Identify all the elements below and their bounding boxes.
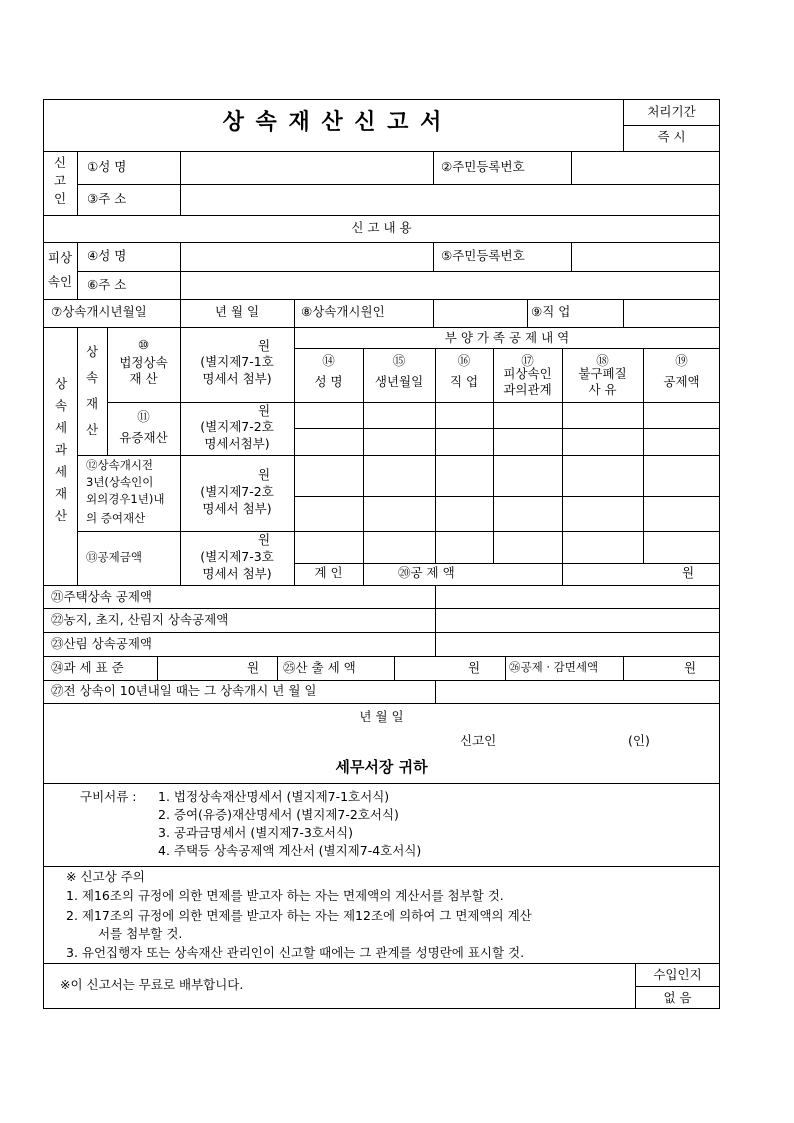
notes-item: 2. 제17조의 규정에 의한 면제를 받고자 하는 자는 제12조에 의하여 그 면제액의 계산 xyxy=(66,908,532,923)
attachment-item: 2. 증여(유증)재산명세서 (별지제7-2호서식) xyxy=(158,807,399,822)
dependents-cell[interactable] xyxy=(563,403,643,428)
tax-basis-outer-label-char: 속 xyxy=(54,398,68,413)
vline xyxy=(363,563,364,585)
deceased-group-label-char: 속인 xyxy=(47,274,73,289)
notes-item: 서를 첨부할 것. xyxy=(98,926,183,941)
dependents-cell[interactable] xyxy=(644,497,720,531)
won-unit: 원 xyxy=(682,565,695,580)
cause-field[interactable] xyxy=(434,300,526,326)
prior-gift-label: 외의경우1년)내 xyxy=(86,492,165,506)
dependents-cell[interactable] xyxy=(563,532,643,563)
dependents-deduction-label: ⑳공 제 액 xyxy=(398,565,455,580)
seal-mark: (인) xyxy=(628,733,650,748)
revenue-stamp-value: 없 음 xyxy=(663,990,692,1005)
revenue-stamp-label: 수입인지 xyxy=(653,967,702,982)
dependents-col-num: ⑲ xyxy=(675,353,688,368)
attachment-item: 3. 공과금명세서 (별지제7-3호서식) xyxy=(158,825,353,840)
dependents-cell[interactable] xyxy=(436,532,493,563)
farmland-deduction-field[interactable] xyxy=(436,609,719,631)
farmland-deduction-label: ㉒농지, 초지, 산림지 상속공제액 xyxy=(51,612,229,627)
dependents-cell[interactable] xyxy=(295,532,363,563)
vline xyxy=(77,151,78,215)
dependents-col-header: 피상속인 xyxy=(503,366,552,381)
dependents-cell[interactable] xyxy=(364,456,435,496)
processing-divider xyxy=(623,125,720,126)
dependents-cell[interactable] xyxy=(494,456,562,496)
dependents-cell[interactable] xyxy=(295,429,363,455)
hline xyxy=(43,703,720,704)
hline xyxy=(43,327,720,328)
deduction-reduction-label: ㉖공제 · 감면세액 xyxy=(509,660,599,674)
dependents-total-label: 계 인 xyxy=(314,565,343,580)
won-unit: 원 xyxy=(258,532,271,547)
hline xyxy=(43,866,720,867)
vline xyxy=(433,242,434,271)
notes-item: 3. 유언집행자 또는 상속재산 관리인이 신고할 때에는 그 관계를 성명란에 표시할 것. xyxy=(66,945,525,960)
legal-estate-label: 법정상속 xyxy=(119,355,168,370)
processing-period-value: 즉 시 xyxy=(657,129,686,144)
vline xyxy=(277,656,278,680)
dependents-cell[interactable] xyxy=(295,497,363,531)
tax-base-label: ㉔과 세 표 준 xyxy=(51,660,124,675)
prior-gift-label: 의 증여재산 xyxy=(86,511,146,525)
free-distribution-notice: ※이 신고서는 무료로 배부합니다. xyxy=(60,977,244,992)
hline xyxy=(43,299,720,300)
deduction-reduction-field[interactable] xyxy=(624,657,719,679)
attach-note: 명세서 첨부) xyxy=(202,501,272,516)
dependents-cell[interactable] xyxy=(295,403,363,428)
dependents-row-line xyxy=(294,563,720,564)
bequest-num: ⑪ xyxy=(137,409,150,424)
occupation-label: ⑨직 업 xyxy=(531,304,571,319)
prior-inheritance-label: ㉗전 상속이 10년내일 때는 그 상속개시 년 월 일 xyxy=(51,683,317,698)
applicant-id-label: ②주민등록번호 xyxy=(441,159,525,174)
dependents-cell[interactable] xyxy=(563,456,643,496)
vline xyxy=(505,656,506,680)
occupation-field[interactable] xyxy=(624,300,719,326)
tax-base-field[interactable] xyxy=(158,657,276,679)
hline xyxy=(43,783,720,784)
dependents-cell[interactable] xyxy=(364,532,435,563)
hline xyxy=(43,656,720,657)
tax-basis-outer-label-char: 재 xyxy=(54,486,68,501)
dependents-cell[interactable] xyxy=(364,429,435,455)
dependents-cell[interactable] xyxy=(494,532,562,563)
won-unit: 원 xyxy=(258,403,271,418)
forest-deduction-label: ㉓산림 상속공제액 xyxy=(51,636,152,651)
applicant-group-label-char: 인 xyxy=(53,191,67,206)
tax-basis-outer-label-char: 산 xyxy=(54,508,68,523)
report-content-header: 신 고 내 용 xyxy=(351,220,412,235)
hline xyxy=(77,455,294,456)
tax-basis-outer-label-char: 상 xyxy=(54,376,68,391)
processing-period-label: 처리기간 xyxy=(647,104,696,119)
deceased-address-label: ⑥주 소 xyxy=(87,277,127,292)
signature-date: 년 월 일 xyxy=(359,709,404,724)
applicant-group-label-char: 고 xyxy=(53,173,67,188)
dependents-col-header: 직 업 xyxy=(449,374,479,389)
won-unit: 원 xyxy=(684,660,697,675)
dependents-cell[interactable] xyxy=(436,403,493,428)
applicant-group-label-char: 신 xyxy=(53,155,67,170)
dependents-cell[interactable] xyxy=(644,429,720,455)
deceased-name-label: ④성 명 xyxy=(87,248,127,263)
dependents-col-num: ⑭ xyxy=(322,353,335,368)
dependents-cell[interactable] xyxy=(436,456,493,496)
deceased-id-label: ⑤주민등록번호 xyxy=(441,248,525,263)
dependents-cell[interactable] xyxy=(644,532,720,563)
dependents-cell[interactable] xyxy=(494,497,562,531)
won-unit: 원 xyxy=(468,660,481,675)
attachment-item: 1. 법정상속재산명세서 (별지제7-1호서식) xyxy=(158,789,390,804)
hline xyxy=(635,986,720,987)
cause-label: ⑧상속개시원인 xyxy=(301,304,385,319)
dependents-cell[interactable] xyxy=(563,429,643,455)
dependents-cell[interactable] xyxy=(563,497,643,531)
applicant-name-field[interactable] xyxy=(181,152,432,183)
dependents-cell[interactable] xyxy=(644,403,720,428)
deceased-name-field[interactable] xyxy=(181,243,432,270)
attach-note: 명세서 첨부) xyxy=(202,371,272,386)
vline xyxy=(294,299,295,327)
form-title: 상 속 재 산 신 고 서 xyxy=(222,110,444,135)
attach-note: (별지제7-2호 xyxy=(200,419,274,434)
dependents-cell[interactable] xyxy=(364,403,435,428)
won-unit: 원 xyxy=(247,660,260,675)
attach-note: (별지제7-2호 xyxy=(200,484,274,499)
prior-gift-label: ⑫상속개시전 xyxy=(86,458,154,472)
dependents-cell[interactable] xyxy=(295,456,363,496)
vline xyxy=(77,327,78,585)
estate-group-label-char: 산 xyxy=(85,422,99,437)
hline xyxy=(294,348,720,349)
dependents-col-num: ⑮ xyxy=(392,353,406,368)
won-unit: 원 xyxy=(258,467,271,482)
dependents-cell[interactable] xyxy=(364,497,435,531)
attachment-item: 4. 주택등 상속공제액 계산서 (별지제7-4호서식) xyxy=(158,843,422,858)
bequest-label: 유증재산 xyxy=(119,430,168,445)
dependents-cell[interactable] xyxy=(436,429,493,455)
won-unit: 원 xyxy=(258,338,271,353)
start-date-label: ⑦상속개시년월일 xyxy=(51,304,147,319)
attach-note: 명세서 첨부) xyxy=(202,566,272,581)
housing-deduction-label: ㉑주택상속 공제액 xyxy=(51,589,152,604)
attach-note: (별지제7-1호 xyxy=(200,354,274,369)
attach-note: 명세서첨부) xyxy=(204,436,270,451)
calculated-tax-field[interactable] xyxy=(395,657,504,679)
dependents-col-header: 사 유 xyxy=(588,382,617,397)
dependents-col-header: 생년월일 xyxy=(374,374,424,389)
deceased-id-field[interactable] xyxy=(572,243,719,270)
dependents-header: 부 양 가 족 공 제 내 역 xyxy=(444,330,570,345)
notes-item: 1. 제16조의 규정에 의한 면제를 받고자 하는 자는 면제액의 계산서를 첨부할 것. xyxy=(66,888,504,903)
forest-deduction-field[interactable] xyxy=(436,633,719,655)
applicant-name-label: ①성 명 xyxy=(87,159,127,174)
deceased-group-label-char: 피상 xyxy=(47,250,73,265)
prior-gift-label: 3년(상속인이 xyxy=(86,475,154,489)
estate-group-label-char: 속 xyxy=(85,370,99,385)
reporter-label: 신고인 xyxy=(460,733,497,748)
calculated-tax-label: ㉕산 출 세 액 xyxy=(283,660,356,675)
dependents-cell[interactable] xyxy=(494,429,562,455)
tax-basis-outer-label-char: 과 xyxy=(54,442,68,457)
dependents-col-header: 공제액 xyxy=(663,374,700,389)
dependents-col-num: ⑰ xyxy=(521,353,534,368)
tax-basis-outer-label-char: 세 xyxy=(54,464,68,479)
applicant-address-field[interactable] xyxy=(181,185,719,214)
attachments-label: 구비서류 : xyxy=(80,789,137,804)
estate-group-label-char: 상 xyxy=(85,344,99,359)
hline xyxy=(43,963,720,964)
dependents-col-num: ⑯ xyxy=(457,353,471,368)
dependents-col-header: 불구폐질 xyxy=(578,366,627,381)
legal-estate-num: ⑩ xyxy=(137,337,150,352)
vline xyxy=(562,563,563,585)
dependents-col-header: 성 명 xyxy=(314,374,343,389)
deceased-address-field[interactable] xyxy=(181,272,719,298)
dependents-col-num: ⑱ xyxy=(596,353,609,368)
estate-group-label-char: 재 xyxy=(85,396,99,411)
tax-basis-outer-label-char: 세 xyxy=(54,420,68,435)
legal-estate-label: 재 산 xyxy=(129,371,158,386)
vline xyxy=(433,151,434,184)
prior-inheritance-field[interactable] xyxy=(436,681,719,702)
applicant-id-field[interactable] xyxy=(572,152,719,183)
dependents-cell[interactable] xyxy=(644,456,720,496)
deduction-amount-label: ⑬공제금액 xyxy=(86,550,142,564)
housing-deduction-field[interactable] xyxy=(436,586,719,607)
start-date-field-text: 년 월 일 xyxy=(214,304,260,319)
dependents-col-header: 과의관계 xyxy=(503,382,552,397)
tax-office-recipient: 세무서장 귀하 xyxy=(335,758,428,776)
hline xyxy=(43,215,720,216)
dependents-cell[interactable] xyxy=(494,403,562,428)
attach-note: (별지제7-3호 xyxy=(200,549,274,564)
vline xyxy=(527,299,528,327)
dependents-cell[interactable] xyxy=(436,497,493,531)
applicant-address-label: ③주 소 xyxy=(87,191,127,206)
notes-title: ※ 신고상 주의 xyxy=(66,869,145,884)
